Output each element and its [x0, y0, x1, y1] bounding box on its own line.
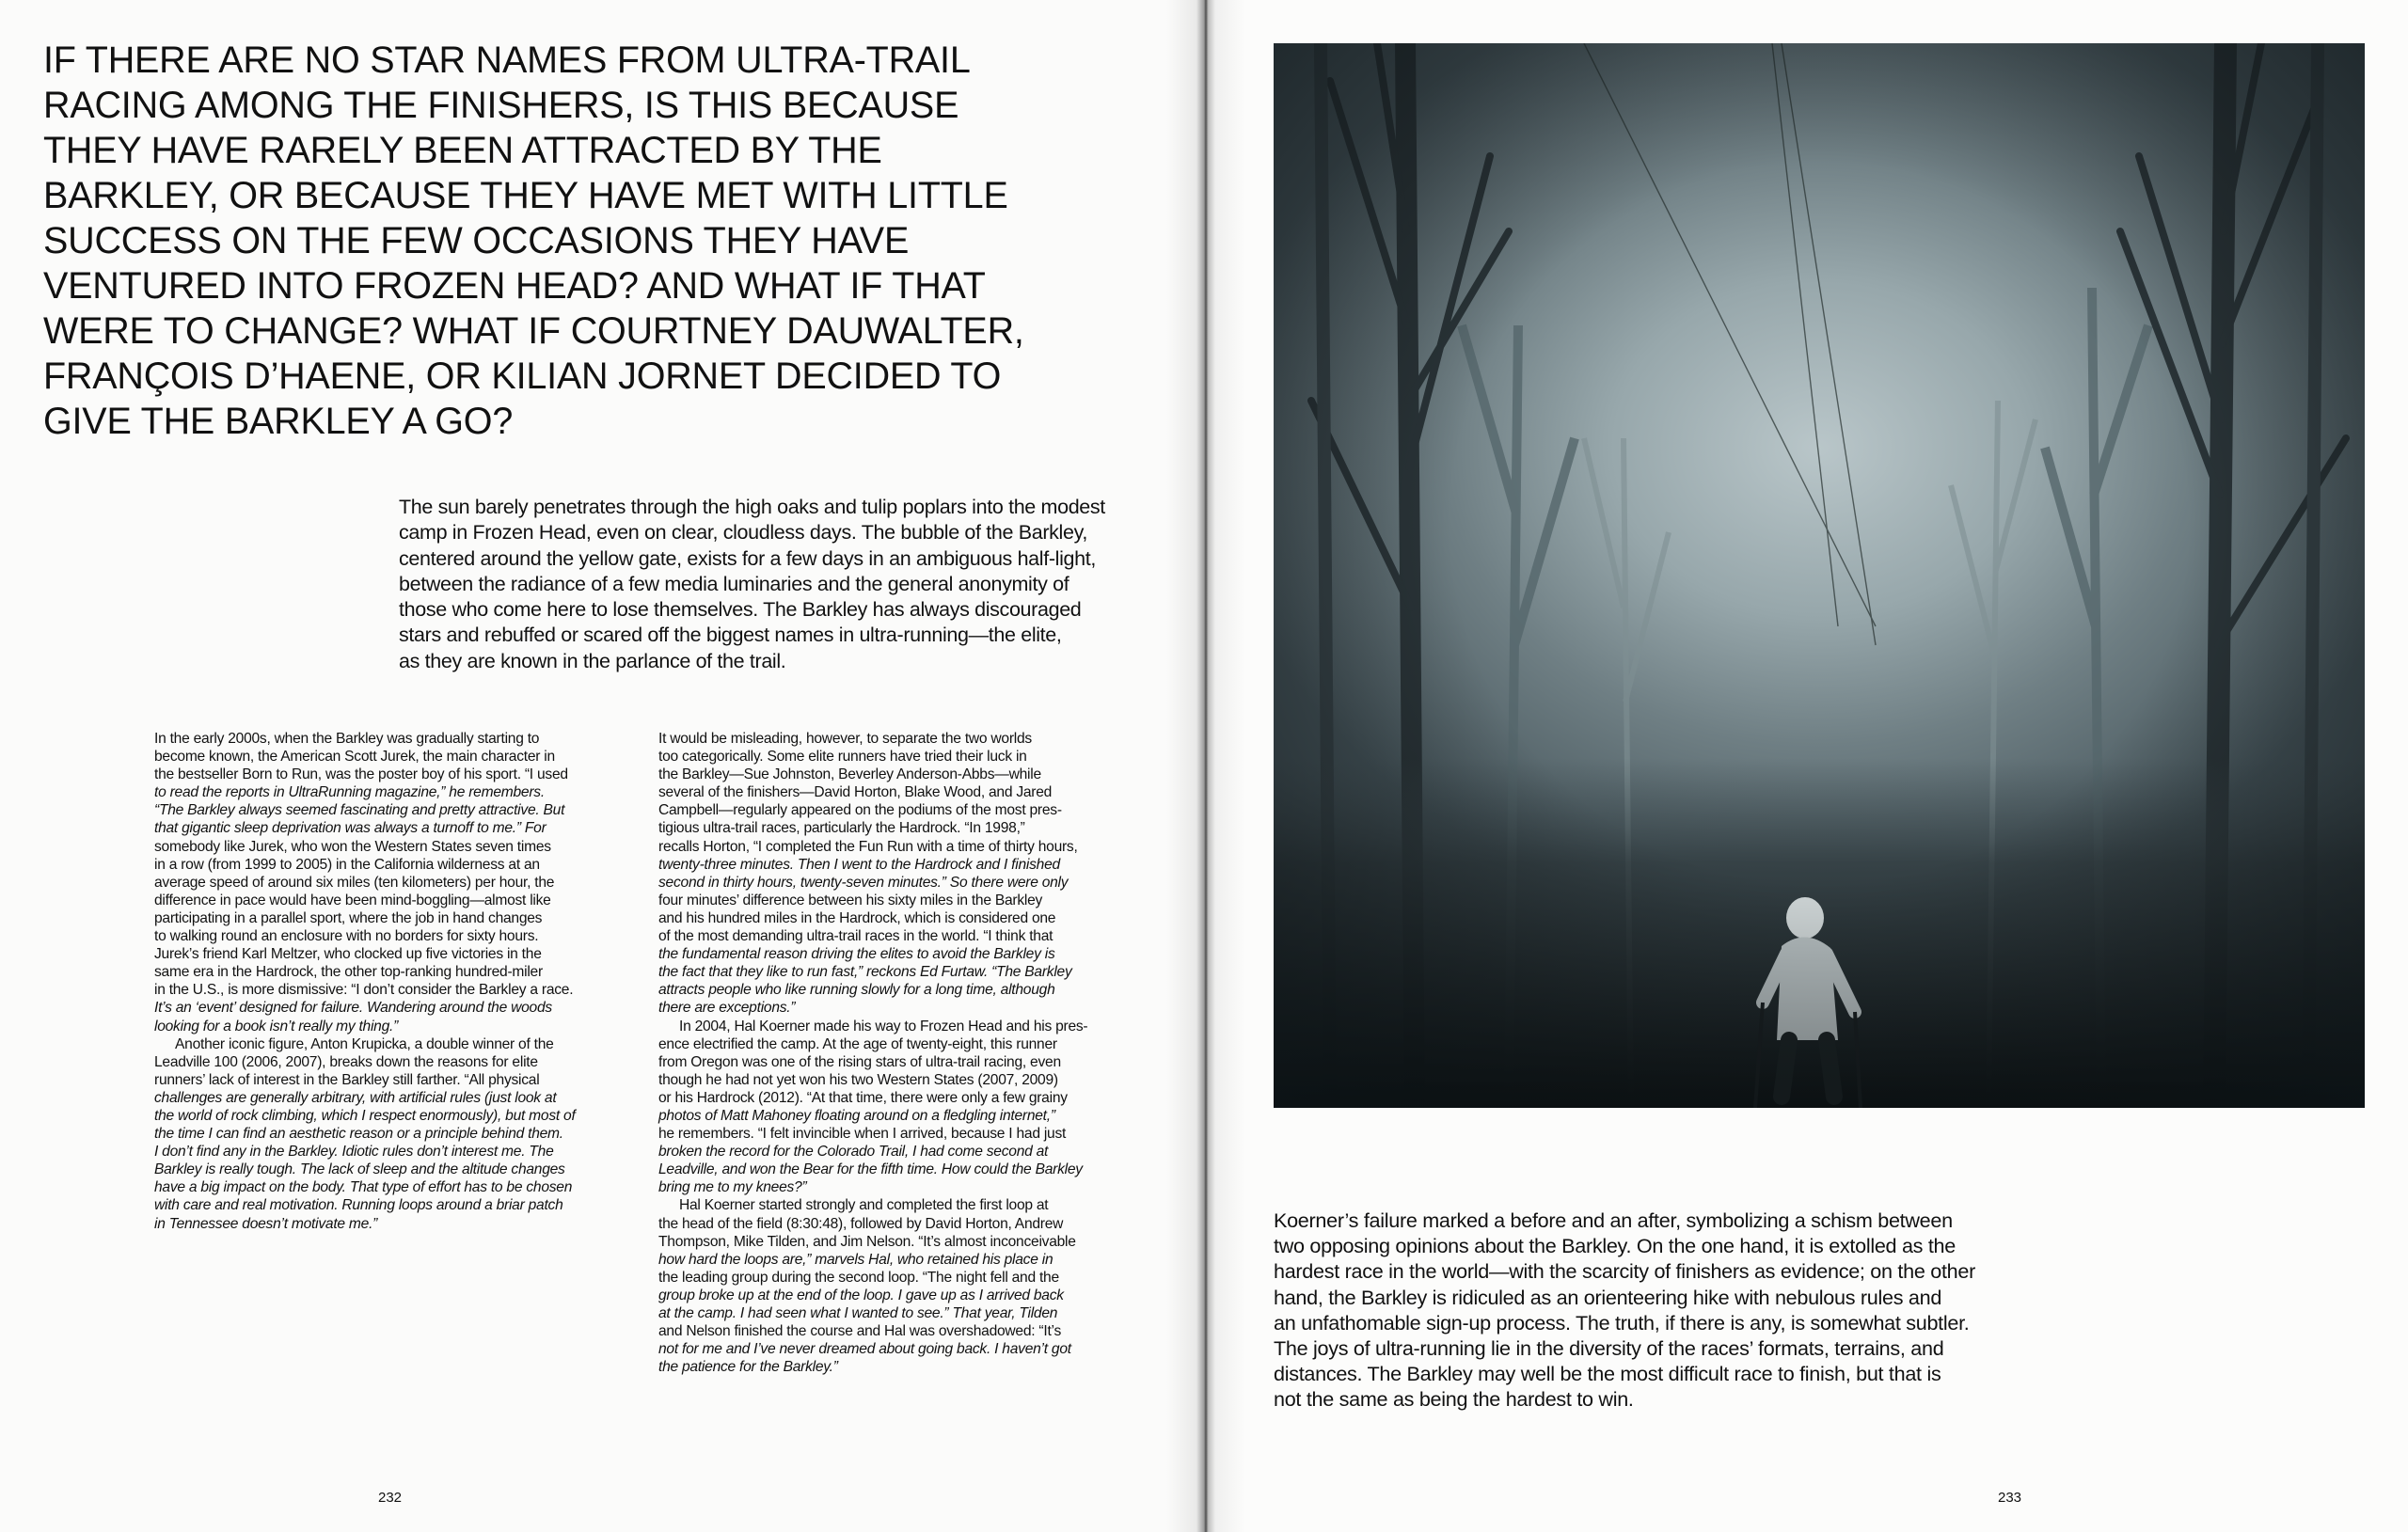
column-line: though he had not yet won his two Western States (2007, 2009)	[658, 1071, 1058, 1088]
column-line: Another iconic figure, Anton Krupicka, a double winner of the	[175, 1035, 554, 1052]
body-column-right	[658, 730, 1148, 1376]
column-line: in the U.S., is more dismissive: “I don’t consider the Barkley a race.	[154, 982, 574, 999]
column-line: recalls Horton, “I completed the Fun Run with a time of thirty hours,	[658, 838, 1078, 855]
body-paragraph-right	[1274, 1208, 2120, 1413]
headline-line: SUCCESS ON THE FEW OCCASIONS THEY HAVE	[43, 220, 910, 261]
column-line: at the camp. I had seen what I wanted to see.” That year, Tilden	[658, 1305, 1058, 1321]
column-line: bring me to my knees?”	[658, 1179, 807, 1196]
paragraph-line: hardest race in the world—with the scarcity of finishers as evidence; on the other	[1274, 1259, 1975, 1284]
column-line: with care and real motivation. Running loops around a briar patch	[154, 1197, 563, 1214]
column-line: and Nelson finished the course and Hal was overshadowed: “It’s	[658, 1323, 1062, 1340]
column-line: twenty-three minutes. Then I went to the Hardrock and I finished	[658, 856, 1060, 873]
column-line: or his Hardrock (2012). “At that time, there were only a few grainy	[658, 1089, 1068, 1106]
headline-line: VENTURED INTO FROZEN HEAD? AND WHAT IF THAT	[43, 265, 986, 307]
column-line: to walking round an enclosure with no borders for sixty hours.	[154, 928, 539, 945]
column-line: looking for a book isn’t really my thing.”	[154, 1018, 399, 1034]
column-line: there are exceptions.”	[658, 1000, 796, 1017]
intro-line: as they are known in the parlance of the trail.	[399, 649, 786, 672]
column-line: challenges are generally arbitrary, with artificial rules (just look at	[154, 1089, 557, 1106]
column-line: Jurek’s friend Karl Meltzer, who clocked up five victories in the	[154, 946, 542, 963]
column-line: in a row (from 1999 to 2005) in the California wilderness at an	[154, 856, 540, 873]
column-line: become known, the American Scott Jurek, the main character in	[154, 749, 555, 766]
headline-line: FRANÇOIS D’HAENE, OR KILIAN JORNET DECIDED TO	[43, 355, 1002, 397]
foggy-forest-photo	[1274, 43, 2365, 1108]
column-line: not for me and I’ve never dreamed about going back. I haven’t got	[658, 1341, 1071, 1358]
column-line: of the most demanding ultra-trail races in the world. “I think that	[658, 928, 1054, 945]
headline-line: RACING AMONG THE FINISHERS, IS THIS BECAUSE	[43, 85, 959, 126]
headline-line: GIVE THE BARKLEY A GO?	[43, 401, 514, 442]
column-line: broken the record for the Colorado Trail, I had come second at	[658, 1144, 1049, 1161]
column-line: that gigantic sleep deprivation was always a turnoff to me.” For	[154, 820, 547, 837]
headline-line: WERE TO CHANGE? WHAT IF COURTNEY DAUWALTER,	[43, 310, 1024, 352]
column-line: tigious ultra-trail races, particularly the Hardrock. “In 1998,”	[658, 820, 1025, 837]
column-line: photos of Matt Mahoney floating around on a fledgling internet,”	[658, 1107, 1055, 1124]
column-line: Barkley is really tough. The lack of sleep and the altitude changes	[154, 1161, 565, 1178]
intro-line: camp in Frozen Head, even on clear, cloudless days. The bubble of the Barkley,	[399, 521, 1088, 545]
column-line: same era in the Hardrock, the other top-ranking hundred-miler	[154, 964, 543, 981]
column-line: In 2004, Hal Koerner made his way to Frozen Head and his pres-	[679, 1018, 1088, 1034]
column-line: average speed of around six miles (ten kilometers) per hour, the	[154, 874, 555, 891]
column-line: somebody like Jurek, who won the Western States seven times	[154, 838, 551, 855]
intro-paragraph	[399, 495, 1176, 674]
headline	[43, 38, 1125, 444]
column-line: Leadville, and won the Bear for the fifth time. How could the Barkley	[658, 1161, 1083, 1178]
column-line: the patience for the Barkley.”	[658, 1359, 838, 1376]
column-line: participating in a parallel sport, where the job in hand changes	[154, 909, 543, 926]
column-line: group broke up at the end of the loop. I gave up as I arrived back	[658, 1287, 1064, 1303]
intro-line: between the radiance of a few media luminaries and the general anonymity of	[399, 572, 1069, 595]
paragraph-line: not the same as being the hardest to win.	[1274, 1387, 1634, 1412]
column-line: “The Barkley always seemed fascinating and pretty attractive. But	[154, 802, 565, 819]
column-line: the fundamental reason driving the elites to avoid the Barkley is	[658, 946, 1055, 963]
intro-line: centered around the yellow gate, exists for a few days in an ambiguous half-light,	[399, 546, 1096, 570]
intro-line: stars and rebuffed or scared off the biggest names in ultra-running—the elite,	[399, 624, 1062, 647]
column-line: the head of the field (8:30:48), followed by David Horton, Andrew	[658, 1215, 1064, 1232]
column-line: difference in pace would have been mind-boggling—almost like	[154, 892, 551, 908]
column-line: four minutes’ difference between his sixty miles in the Barkley	[658, 892, 1043, 908]
column-line: several of the finishers—David Horton, Blake Wood, and Jared	[658, 784, 1053, 801]
column-line: It’s an ‘event’ designed for failure. Wandering around the woods	[154, 1000, 552, 1017]
column-line: too categorically. Some elite runners have tried their luck in	[658, 749, 1027, 766]
column-line: to read the reports in UltraRunning magazine,” he remembers.	[154, 784, 545, 801]
column-line: the bestseller Born to Run, was the poster boy of his sport. “I used	[154, 766, 568, 783]
headline-line: BARKLEY, OR BECAUSE THEY HAVE MET WITH LITTLE	[43, 175, 1008, 216]
forest-illustration	[1274, 43, 2365, 1108]
intro-line: The sun barely penetrates through the high oaks and tulip poplars into the modest	[399, 496, 1105, 518]
column-line: Thompson, Mike Tilden, and Jim Nelson. “It’s almost inconceivable	[658, 1233, 1076, 1250]
column-line: second in thirty hours, twenty-seven minutes.” So there were only	[658, 874, 1069, 891]
column-line: he remembers. “I felt invincible when I arrived, because I had just	[658, 1126, 1067, 1143]
headline-line: IF THERE ARE NO STAR NAMES FROM ULTRA-TRAIL	[43, 39, 971, 81]
paragraph-line: an unfathomable sign-up process. The truth, if there is any, is somewhat subtler.	[1274, 1310, 1970, 1335]
column-line: I don’t find any in the Barkley. Idiotic rules don’t interest me. The	[154, 1144, 554, 1161]
column-line: attracts people who like running slowly for a long time, although	[658, 982, 1055, 999]
column-line: Campbell—regularly appeared on the podiums of the most pres-	[658, 802, 1062, 819]
column-line: It would be misleading, however, to separate the two worlds	[658, 731, 1032, 747]
body-column-left	[154, 730, 643, 1233]
column-line: have a big impact on the body. That type of effort has to be chosen	[154, 1179, 573, 1196]
page-number-left: 232	[378, 1490, 403, 1506]
headline-line: THEY HAVE RARELY BEEN ATTRACTED BY THE	[43, 130, 882, 171]
paragraph-line: The joys of ultra-running lie in the diversity of the races’ formats, terrains, and	[1274, 1336, 1944, 1361]
column-line: Hal Koerner started strongly and completed the first loop at	[679, 1197, 1049, 1214]
column-line: the Barkley—Sue Johnston, Beverley Anderson-Abbs—while	[658, 766, 1041, 783]
paragraph-line: two opposing opinions about the Barkley. On the one hand, it is extolled as the	[1274, 1234, 1956, 1258]
paragraph-line: distances. The Barkley may well be the most difficult race to finish, but that is	[1274, 1362, 1941, 1386]
column-line: from Oregon was one of the rising stars of ultra-trail racing, even	[658, 1053, 1061, 1070]
column-line: runners’ lack of interest in the Barkley still farther. “All physical	[154, 1071, 540, 1088]
column-line: how hard the loops are,” marvels Hal, who retained his place in	[658, 1251, 1054, 1268]
column-line: the leading group during the second loop. “The night fell and the	[658, 1269, 1059, 1286]
intro-line: those who come here to lose themselves. The Barkley has always discouraged	[399, 598, 1082, 622]
column-line: ence electrified the camp. At the age of twenty-eight, this runner	[658, 1035, 1057, 1052]
column-line: and his hundred miles in the Hardrock, which is considered one	[658, 909, 1056, 926]
column-line: the fact that they like to run fast,” reckons Ed Furtaw. “The Barkley	[658, 964, 1072, 981]
column-line: the time I can find an aesthetic reason or a principle behind them.	[154, 1126, 563, 1143]
column-line: in Tennessee doesn’t motivate me.”	[154, 1215, 378, 1232]
page-number-right: 233	[1998, 1490, 2022, 1506]
paragraph-line: Koerner’s failure marked a before and an after, symbolizing a schism between	[1274, 1208, 1953, 1232]
column-line: Leadville 100 (2006, 2007), breaks down the reasons for elite	[154, 1053, 538, 1070]
paragraph-line: hand, the Barkley is ridiculed as an orienteering hike with nebulous rules and	[1274, 1285, 1942, 1309]
column-line: In the early 2000s, when the Barkley was gradually starting to	[154, 731, 540, 747]
column-line: the world of rock climbing, which I respect enormously), but most of	[154, 1107, 576, 1124]
